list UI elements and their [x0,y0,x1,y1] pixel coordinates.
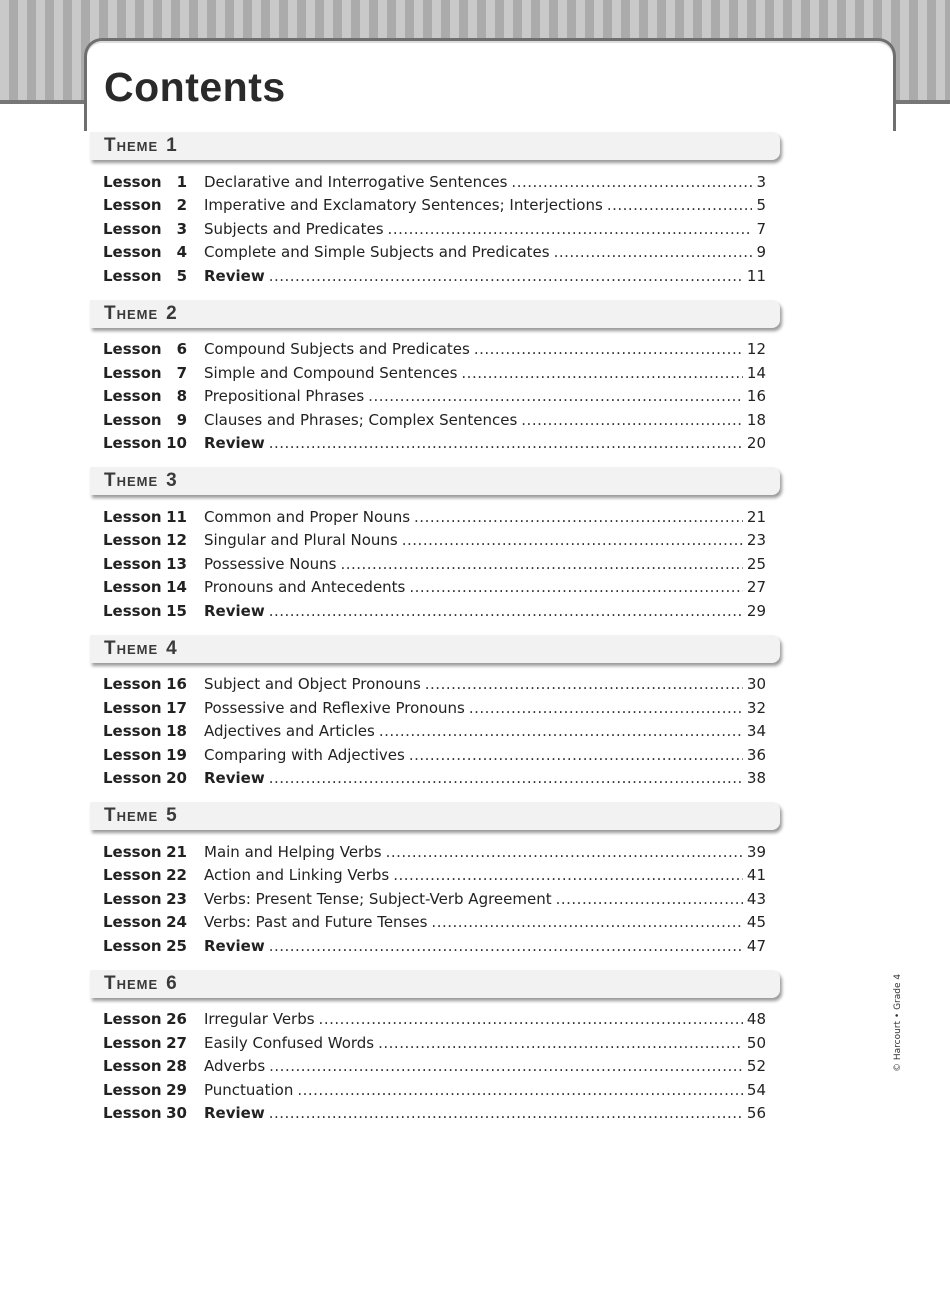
lesson-title: Possessive and Reflexive Pronouns [204,698,465,717]
page-number: 47 [746,936,766,955]
toc-entry[interactable] [90,743,790,767]
lesson-title: Prepositional Phrases [204,387,365,406]
lesson-number: 29 [166,1080,187,1099]
lesson-number: 28 [166,1057,187,1076]
toc-entry[interactable] [90,1031,790,1055]
dot-leader [556,890,743,908]
lesson-title: Review [204,601,265,620]
dot-leader [269,602,743,620]
toc-entry[interactable] [90,767,790,791]
toc-entry[interactable] [90,338,790,362]
page-number: 39 [746,842,766,861]
lesson-title: Review [204,434,265,453]
lesson-title: Review [204,1104,265,1123]
lesson-number: 8 [176,387,187,406]
theme-header [90,970,780,998]
toc-entry[interactable] [90,720,790,744]
lesson-title: Compound Subjects and Predicates [204,340,470,359]
lesson-label: Lesson [103,219,162,238]
lesson-title: Action and Linking Verbs [204,866,390,885]
dot-leader [386,843,743,861]
dot-leader [402,531,743,549]
page-number: 29 [746,601,766,620]
lesson-label: Lesson [103,196,162,215]
lesson-number: 27 [166,1033,187,1052]
toc-entry[interactable] [90,432,790,456]
lesson-number: 4 [176,243,187,262]
lesson-number: 18 [166,722,187,741]
toc-entry[interactable] [90,1008,790,1032]
lesson-title: Punctuation [204,1080,294,1099]
page-number: 5 [756,196,766,215]
dot-leader [269,937,743,955]
theme-header [90,300,780,328]
lesson-number: 24 [166,913,187,932]
theme-section [90,300,790,468]
dot-leader [474,340,743,358]
lesson-title: Review [204,769,265,788]
dot-leader [269,267,743,285]
lesson-title: Pronouns and Antecedents [204,578,406,597]
toc-entry[interactable] [90,599,790,623]
lesson-title: Complete and Simple Subjects and Predicates [204,243,550,262]
toc-entry[interactable] [90,241,790,265]
theme-label: Theme [104,805,159,826]
page-number: 16 [746,387,766,406]
page-number: 9 [756,243,766,262]
page-number: 12 [746,340,766,359]
theme-number: 3 [166,470,177,491]
lesson-number: 9 [176,410,187,429]
theme-section [90,467,790,635]
lesson-number: 12 [166,531,187,550]
toc-entry[interactable] [90,673,790,697]
lesson-number: 26 [166,1010,187,1029]
toc-entry[interactable] [90,408,790,432]
lesson-number: 14 [166,578,187,597]
lesson-number: 23 [166,889,187,908]
dot-leader [297,1081,743,1099]
toc-entry[interactable] [90,911,790,935]
lesson-number: 5 [176,266,187,285]
lesson-number: 25 [166,936,187,955]
lesson-label: Lesson [103,601,162,620]
dot-leader [269,1104,743,1122]
dot-leader [319,1010,743,1028]
lesson-title: Verbs: Past and Future Tenses [204,913,428,932]
lesson-label: Lesson [103,410,162,429]
lesson-label: Lesson [103,340,162,359]
lesson-label: Lesson [103,913,162,932]
lesson-number: 15 [166,601,187,620]
page-number: 50 [746,1033,766,1052]
page-number: 54 [746,1080,766,1099]
dot-leader [368,387,743,405]
lesson-label: Lesson [103,936,162,955]
dot-leader [409,746,743,764]
lesson-label: Lesson [103,745,162,764]
lesson-number: 20 [166,769,187,788]
lesson-label: Lesson [103,387,162,406]
theme-section [90,970,790,1138]
theme-section [90,635,790,803]
lesson-number: 11 [166,507,187,526]
toc-entry[interactable] [90,217,790,241]
dot-leader [269,769,743,787]
lesson-number: 2 [176,196,187,215]
toc-entry[interactable] [90,552,790,576]
toc-entry[interactable] [90,529,790,553]
lesson-label: Lesson [103,507,162,526]
lesson-title: Review [204,266,265,285]
lesson-label: Lesson [103,722,162,741]
page-number: 27 [746,578,766,597]
lesson-label: Lesson [103,266,162,285]
lesson-label: Lesson [103,866,162,885]
theme-label: Theme [104,470,159,491]
page-number: 30 [746,675,766,694]
theme-label: Theme [104,302,159,324]
dot-leader [340,555,742,573]
page-number: 36 [746,745,766,764]
lesson-title: Adjectives and Articles [204,722,375,741]
theme-number: 1 [166,135,177,156]
lesson-number: 21 [166,842,187,861]
toc-entry[interactable] [90,194,790,218]
lesson-title: Subjects and Predicates [204,219,384,238]
page-number: 45 [746,913,766,932]
dot-leader [554,243,753,261]
page-number: 56 [746,1104,766,1123]
lesson-number: 3 [176,219,187,238]
lesson-number: 1 [176,172,187,191]
dot-leader [425,675,743,693]
lesson-label: Lesson [103,554,162,573]
page-number: 23 [746,531,766,550]
theme-label: Theme [104,972,159,994]
lesson-label: Lesson [103,1010,162,1029]
page-number: 41 [746,866,766,885]
page-number: 18 [746,410,766,429]
lesson-label: Lesson [103,1104,162,1123]
lesson-label: Lesson [103,889,162,908]
page-number: 7 [756,219,766,238]
lesson-number: 7 [176,363,187,382]
lesson-number: 17 [166,698,187,717]
lesson-title: Simple and Compound Sentences [204,363,458,382]
page-number: 20 [746,434,766,453]
page-number: 32 [746,698,766,717]
lesson-title: Imperative and Exclamatory Sentences; Interjections [204,196,603,215]
lesson-label: Lesson [103,842,162,861]
lesson-label: Lesson [103,769,162,788]
lesson-label: Lesson [103,531,162,550]
lesson-title: Subject and Object Pronouns [204,675,421,694]
theme-label: Theme [104,135,159,156]
dot-leader [461,364,743,382]
dot-leader [431,913,742,931]
lesson-title: Adverbs [204,1057,266,1076]
copyright-notice: © Harcourt • Grade 4 [893,973,903,1072]
theme-header [90,635,780,663]
toc-entry[interactable] [90,934,790,958]
lesson-title: Common and Proper Nouns [204,507,411,526]
lesson-label: Lesson [103,698,162,717]
toc-entry[interactable] [90,1055,790,1079]
page-number: 11 [746,266,766,285]
theme-number: 2 [166,302,177,324]
page-number: 34 [746,722,766,741]
lesson-label: Lesson [103,1080,162,1099]
lesson-number: 22 [166,866,187,885]
lesson-title: Singular and Plural Nouns [204,531,398,550]
toc-entry[interactable] [90,385,790,409]
lesson-label: Lesson [103,243,162,262]
lesson-number: 16 [166,675,187,694]
dot-leader [469,699,743,717]
theme-number: 5 [166,805,177,826]
lesson-title: Comparing with Adjectives [204,745,405,764]
theme-section [90,132,790,300]
dot-leader [511,173,752,191]
lesson-label: Lesson [103,578,162,597]
lesson-title: Irregular Verbs [204,1010,315,1029]
theme-number: 4 [166,637,177,659]
lesson-label: Lesson [103,1033,162,1052]
toc-entry[interactable] [90,696,790,720]
lesson-label: Lesson [103,675,162,694]
toc-entry[interactable] [90,840,790,864]
toc-entry[interactable] [90,1078,790,1102]
lesson-label: Lesson [103,1057,162,1076]
page-number: 43 [746,889,766,908]
lesson-number: 13 [166,554,187,573]
theme-label: Theme [104,637,159,659]
theme-header [90,802,780,830]
theme-header [90,132,780,160]
dot-leader [393,866,743,884]
toc-entry[interactable] [90,264,790,288]
dot-leader [521,411,743,429]
lesson-title: Declarative and Interrogative Sentences [204,172,508,191]
page-number: 48 [746,1010,766,1029]
toc-entry[interactable] [90,887,790,911]
dot-leader [378,1034,743,1052]
dot-leader [409,578,743,596]
dot-leader [379,722,743,740]
dot-leader [269,1057,743,1075]
toc-entry[interactable] [90,361,790,385]
lesson-label: Lesson [103,172,162,191]
theme-number: 6 [166,972,177,994]
page-number: 38 [746,769,766,788]
dot-leader [269,434,743,452]
lesson-number: 30 [166,1104,187,1123]
lesson-label: Lesson [103,363,162,382]
lesson-title: Possessive Nouns [204,554,337,573]
dot-leader [414,508,743,526]
lesson-title: Main and Helping Verbs [204,842,382,861]
lesson-title: Review [204,936,265,955]
theme-section [90,802,790,970]
lesson-number: 6 [176,340,187,359]
page-number: 25 [746,554,766,573]
toc-entry[interactable] [90,505,790,529]
dot-leader [607,196,753,214]
toc-entry[interactable] [90,1102,790,1126]
toc-entry[interactable] [90,170,790,194]
dot-leader [388,220,753,238]
toc-entry[interactable] [90,576,790,600]
page-number: 3 [756,172,766,191]
lesson-number: 10 [166,434,187,453]
page-number: 14 [746,363,766,382]
lesson-title: Easily Confused Words [204,1033,375,1052]
lesson-title: Clauses and Phrases; Complex Sentences [204,410,518,429]
page-title: Contents [104,64,286,110]
lesson-title: Verbs: Present Tense; Subject-Verb Agreement [204,889,552,908]
page-number: 21 [746,507,766,526]
theme-header [90,467,780,495]
lesson-label: Lesson [103,434,162,453]
toc-entry[interactable] [90,864,790,888]
lesson-number: 19 [166,745,187,764]
table-of-contents [90,132,790,1137]
page-number: 52 [746,1057,766,1076]
